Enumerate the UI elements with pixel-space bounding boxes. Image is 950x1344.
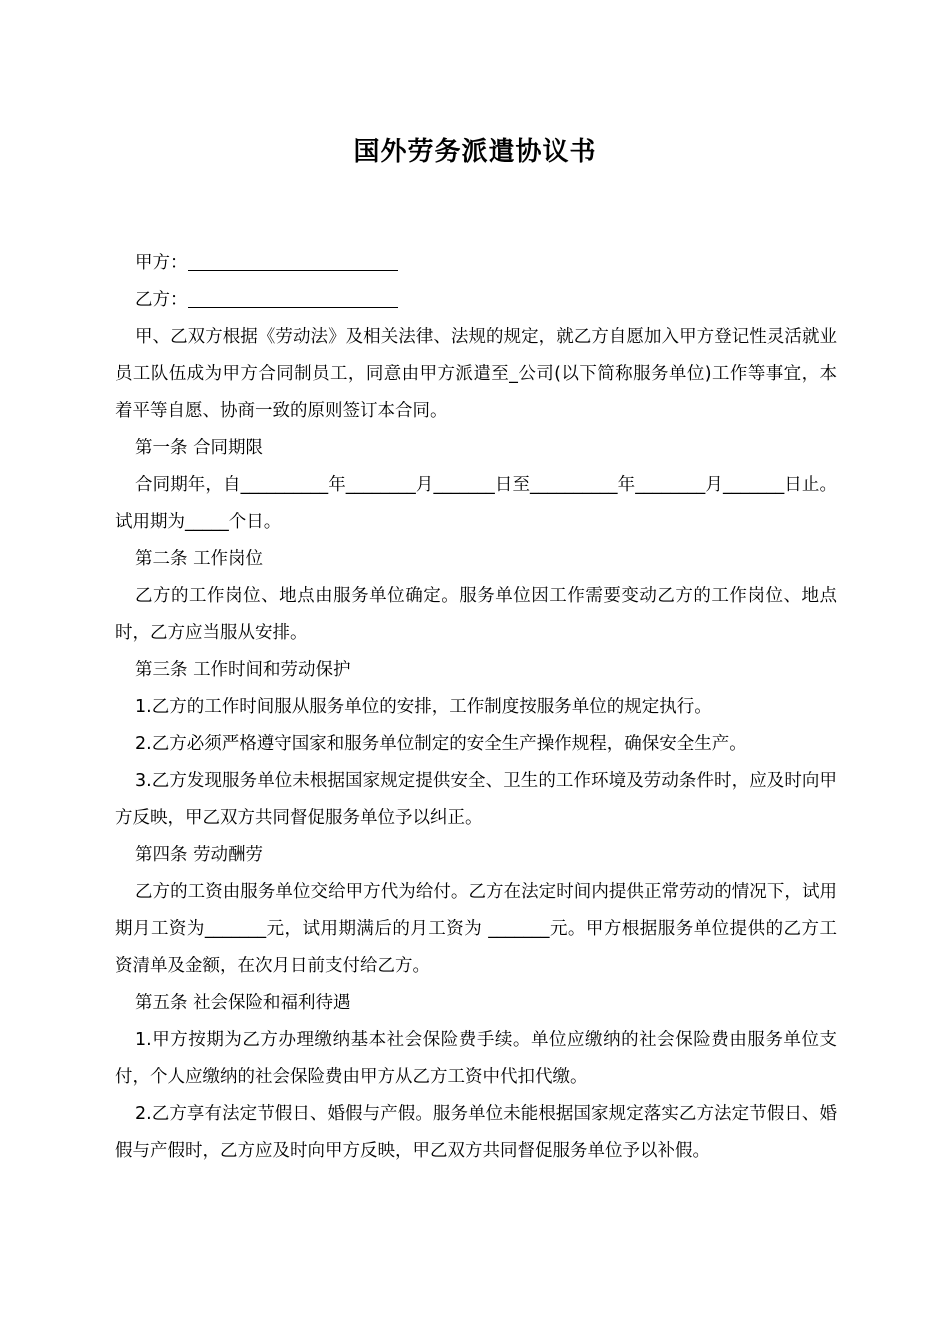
party-b-label: 乙方： (135, 290, 188, 310)
article4-heading: 第四条 劳动酬劳 (135, 845, 264, 865)
article5-heading: 第五条 社会保险和福利待遇 (135, 993, 351, 1013)
party-a-blank (188, 250, 398, 271)
party-b-line (115, 282, 837, 319)
intro-paragraph: 甲、乙双方根据《劳动法》及相关法律、法规的规定，就乙方自愿加入甲方登记性灵活就业员工队伍成为甲方合同制员工，同意由甲方派遣至_公司(以下简称服务单位)工作等事宜，本着平等自愿、协商一致的原则签订本合同。 (115, 327, 837, 421)
document-title: 国外劳务派遣协议书 (353, 137, 597, 167)
article4-text: 乙方的工资由服务单位交给甲方代为给付。乙方在法定时间内提供正常劳动的情况下，试用期月工资为_______元，试用期满后的月工资为 _______元。甲方根据服务单位提供的乙方工资清单及金额，在次月日前支付给乙方。 (115, 882, 837, 976)
article1-text: 合同期年，自__________年________月_______日至__________年________月_______日止。试用期为_____个日。 (115, 475, 837, 532)
article3-item2: 2.乙方必须严格遵守国家和服务单位制定的安全生产操作规程，确保安全生产。 (135, 734, 747, 754)
article3-heading: 第三条 工作时间和劳动保护 (135, 660, 351, 680)
article5-item1: 1.甲方按期为乙方办理缴纳基本社会保险费手续。单位应缴纳的社会保险费由服务单位支付，个人应缴纳的社会保险费由甲方从乙方工资中代扣代缴。 (115, 1030, 837, 1087)
article5-item2: 2.乙方享有法定节假日、婚假与产假。服务单位未能根据国家规定落实乙方法定节假日、婚假与产假时，乙方应及时向甲方反映，甲乙双方共同督促服务单位予以补假。 (115, 1104, 837, 1161)
party-b-blank (188, 287, 398, 308)
article3-item1: 1.乙方的工作时间服从服务单位的安排，工作制度按服务单位的规定执行。 (135, 697, 712, 717)
article1-heading: 第一条 合同期限 (135, 438, 264, 458)
party-a-label: 甲方： (135, 253, 188, 273)
article3-item3: 3.乙方发现服务单位未根据国家规定提供安全、卫生的工作环境及劳动条件时，应及时向甲方反映，甲乙双方共同督促服务单位予以纠正。 (115, 771, 837, 828)
document-body (115, 245, 837, 1170)
article2-text: 乙方的工作岗位、地点由服务单位确定。服务单位因工作需要变动乙方的工作岗位、地点时，乙方应当服从安排。 (115, 586, 837, 643)
party-a-line (115, 245, 837, 282)
article2-heading: 第二条 工作岗位 (135, 549, 264, 569)
